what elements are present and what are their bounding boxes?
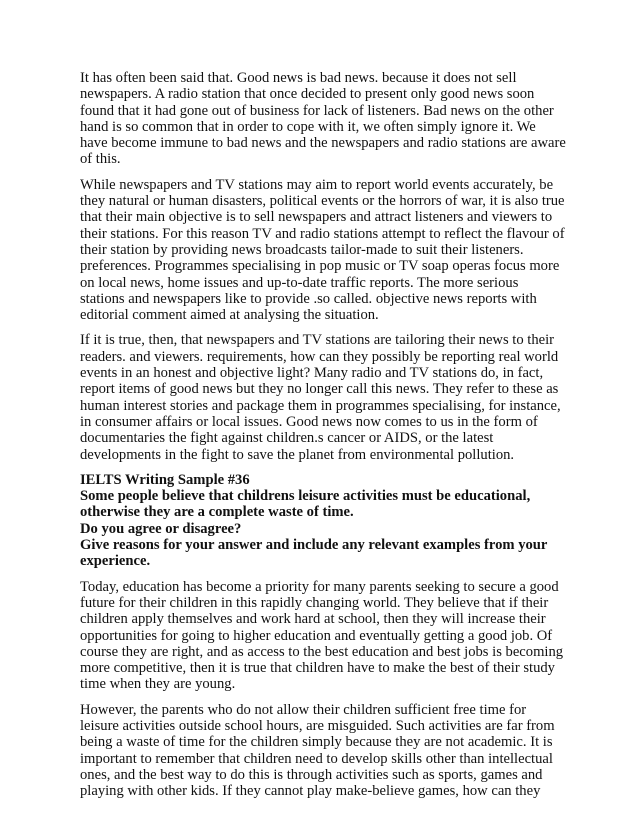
document-page	[80, 70, 566, 808]
sample-heading	[80, 472, 566, 570]
sample-prompt-question: Do you agree or disagree?	[80, 520, 242, 537]
sample-prompt-statement: Some people believe that childrens leisure activities must be educational, otherwise they are a complete waste of time.	[80, 488, 531, 521]
sample-title: IELTS Writing Sample #36	[80, 471, 250, 488]
paragraph-newspapers-tv: While newspapers and TV stations may aim to report world events accurately, be they natural or human disasters, political events or the horrors of war, it is also true that their main objective is to sell newspapers and attract listeners and viewers to their stations. For this reason TV and radio stations attempt to reflect the flavour of their station by providing news broadcasts tailor-made to suit their listeners. preferences. Programmes specialising in pop music or TV soap operas focus more on local news, home issues and up-to-date traffic reports. The more serious stations and newspapers like to provide .so called. objective news reports with editorial comment aimed at analysing the situation.	[80, 176, 565, 324]
paragraph-education-priority: Today, education has become a priority for many parents seeking to secure a good future for their children in this rapidly changing world. They believe that if their children apply themselves and work hard at school, then they will increase their opportunities for going to higher education and eventually getting a good job. Of course they are right, and as access to the best education and best jobs is becoming more competitive, then it is true that children have to make the best of their study time when they are young.	[80, 578, 564, 693]
paragraph-leisure-activities: However, the parents who do not allow their children sufficient free time for leisure activities outside school hours, are misguided. Such activities are far from being a waste of time for the children simply because they are not academic. It is important to remember that children need to develop skills other than intellectual ones, and the best way to do this is through activities such as sports, games and playing with other kids. If they cannot play make-believe games, how can they	[80, 701, 555, 800]
sample-prompt-instruction: Give reasons for your answer and include any relevant examples from your experience.	[80, 537, 548, 570]
paragraph-tailoring-news: If it is true, then, that newspapers and TV stations are tailoring their news to their readers. and viewers. requirements, how can they possibly be reporting real world events in an honest and objective light? Many radio and TV stations do, in fact, report items of good news but they no longer call this news. They refer to these as human interest stories and package them in programmes specialising, for instance, in consumer affairs or local issues. Good news now comes to us in the form of documentaries the fight against children.s cancer or AIDS, or the latest developments in the fight to save the planet from environmental pollution.	[80, 332, 561, 463]
paragraph-good-news: It has often been said that. Good news is bad news. because it does not sell newspapers. A radio station that once decided to present only good news soon found that it had gone out of business for lack of listeners. Bad news on the other hand is so common that in order to cope with it, we often simply ignore it. We have become immune to bad news and the newspapers and radio stations are aware of this.	[80, 70, 566, 168]
